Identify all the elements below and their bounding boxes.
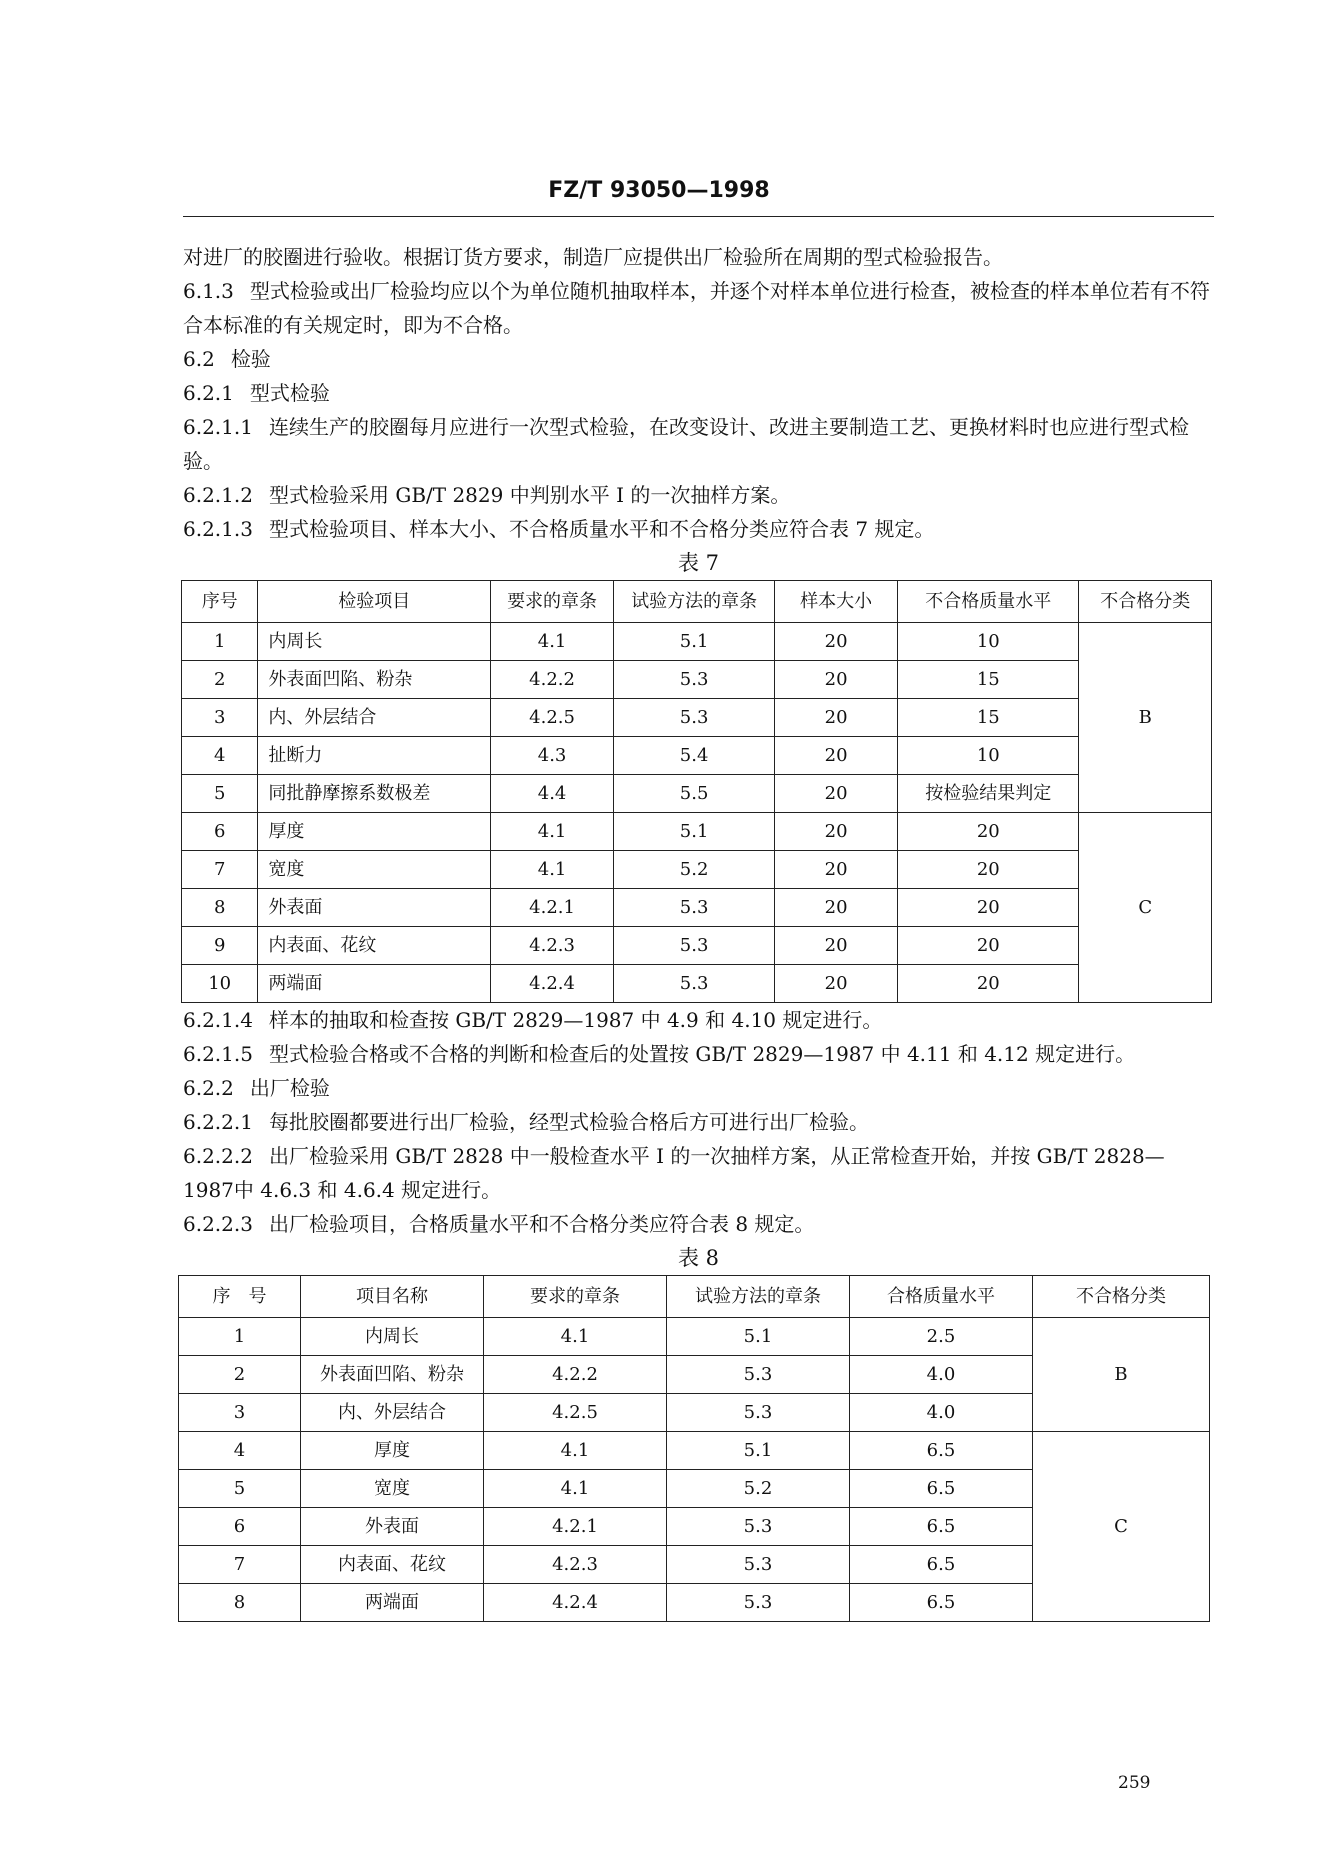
table-row [182,889,1212,927]
clause-text: 型式检验采用 GB/T 2829 中判别水平 I 的一次抽样方案。 [268,483,791,507]
table-cell: 5.2 [667,1470,850,1508]
table-cell: 20 [775,927,898,965]
paragraph [183,1037,1214,1071]
clause-text: 出厂检验 [249,1076,330,1100]
clause-number: 6.2.1.2 [183,483,253,507]
table-cell: 宽度 [301,1470,484,1508]
table-cell: 内周长 [301,1318,484,1356]
paragraph [183,274,1214,342]
table-cell: 1 [179,1318,301,1356]
clause-number: 6.2.1 [183,381,234,405]
clause-number: 6.2.1.3 [183,517,253,541]
table-cell: 2.5 [850,1318,1033,1356]
table-cell: 5.3 [667,1508,850,1546]
clause-text: 连续生产的胶圈每月应进行一次型式检验，在改变设计、改进主要制造工艺、更换材料时也应进行型式检验。 [183,415,1189,473]
table7 [181,580,1212,1003]
clause-text: 检验 [230,347,271,371]
clause-number: 6.2.1.5 [183,1042,253,1066]
clause-number: 6.2.2.3 [183,1212,253,1236]
table-cell: 5.3 [667,1356,850,1394]
table-cell: 5 [179,1470,301,1508]
table-row [182,851,1212,889]
column-header: 试验方法的章条 [667,1276,850,1318]
column-header: 不合格分类 [1033,1276,1210,1318]
table-cell: 5.3 [614,699,775,737]
table-cell: 2 [182,661,258,699]
column-header: 序号 [182,581,258,623]
table-row [182,661,1212,699]
defect-class-b: B [1033,1318,1210,1432]
clause-number: 6.2.2 [183,1076,234,1100]
table-cell: 厚度 [301,1432,484,1470]
table-cell: 3 [179,1394,301,1432]
table-cell: 20 [775,661,898,699]
table-cell: 4.2.2 [491,661,614,699]
table-row [179,1432,1210,1470]
paragraphs-mid [183,1003,1214,1241]
paragraphs-top [183,240,1214,546]
table-cell: 20 [898,813,1079,851]
table-cell: 4.0 [850,1394,1033,1432]
table-cell: 20 [775,623,898,661]
table-cell: 内表面、花纹 [301,1546,484,1584]
table-cell: 4.1 [484,1318,667,1356]
column-header: 样本大小 [775,581,898,623]
table8-header-row [179,1276,1210,1318]
clause-text: 出厂检验采用 GB/T 2828 中一般检查水平 I 的一次抽样方案，从正常检查开始，并按 GB/T 2828—1987中 4.6.3 和 4.6.4 规定进行。 [183,1144,1165,1202]
clause-text: 型式检验 [249,381,330,405]
table-cell: 8 [179,1584,301,1622]
clause-number: 6.2.2.2 [183,1144,253,1168]
table-cell: 20 [775,965,898,1003]
table-cell: 20 [898,889,1079,927]
table-cell: 扯断力 [258,737,491,775]
table-cell: 5.3 [614,661,775,699]
table-cell: 5.4 [614,737,775,775]
table-cell: 3 [182,699,258,737]
paragraph [183,410,1214,478]
column-header: 要求的章条 [491,581,614,623]
table-cell: 8 [182,889,258,927]
table-cell: 4.2.3 [491,927,614,965]
table-cell: 5.3 [667,1584,850,1622]
table-cell: 6 [179,1508,301,1546]
table-cell: 内表面、花纹 [258,927,491,965]
paragraph [183,1139,1214,1207]
clause-number: 6.2.2.1 [183,1110,253,1134]
paragraph [183,240,1214,274]
table-cell: 5.3 [667,1546,850,1584]
defect-class-b: B [1079,623,1212,813]
column-header: 要求的章条 [484,1276,667,1318]
table-cell: 同批静摩擦系数极差 [258,775,491,813]
table-row [179,1318,1210,1356]
column-header: 序 号 [179,1276,301,1318]
header-rule [183,216,1214,217]
table-cell: 20 [898,965,1079,1003]
table-cell: 7 [182,851,258,889]
table-cell: 4.4 [491,775,614,813]
table-cell: 20 [775,737,898,775]
table-cell: 5.3 [614,965,775,1003]
clause-text: 型式检验或出厂检验均应以个为单位随机抽取样本，并逐个对样本单位进行检查，被检查的样本单位若有不符合本标准的有关规定时，即为不合格。 [183,279,1210,337]
table-cell: 5.5 [614,775,775,813]
table-cell: 5.3 [667,1394,850,1432]
column-header: 不合格分类 [1079,581,1212,623]
table-cell: 5.1 [667,1432,850,1470]
table-row [182,623,1212,661]
paragraph [183,342,1214,376]
paragraph [183,478,1214,512]
table-cell: 5 [182,775,258,813]
clause-text: 对进厂的胶圈进行验收。根据订货方要求，制造厂应提供出厂检验所在周期的型式检验报告。 [183,245,1003,269]
table-cell: 4.2.2 [484,1356,667,1394]
table-cell: 内周长 [258,623,491,661]
table-cell: 4.1 [491,851,614,889]
table-cell: 10 [898,623,1079,661]
table-cell: 1 [182,623,258,661]
table-row [182,965,1212,1003]
table-cell: 厚度 [258,813,491,851]
defect-class-c: C [1033,1432,1210,1622]
table-cell: 外表面 [258,889,491,927]
table-cell: 15 [898,699,1079,737]
table-cell: 5.2 [614,851,775,889]
table-cell: 外表面凹陷、粉杂 [258,661,491,699]
table-cell: 6.5 [850,1546,1033,1584]
table-cell: 9 [182,927,258,965]
table-cell: 5.1 [614,623,775,661]
table-cell: 6.5 [850,1584,1033,1622]
table-cell: 4.1 [491,623,614,661]
clause-text: 出厂检验项目，合格质量水平和不合格分类应符合表 8 规定。 [268,1212,815,1236]
table-cell: 20 [775,699,898,737]
column-header: 试验方法的章条 [614,581,775,623]
clause-number: 6.1.3 [183,279,234,303]
table-cell: 4.0 [850,1356,1033,1394]
table-row [182,813,1212,851]
clause-text: 样本的抽取和检查按 GB/T 2829—1987 中 4.9 和 4.10 规定进行。 [268,1008,883,1032]
column-header: 不合格质量水平 [898,581,1079,623]
table-cell: 4.2.5 [491,699,614,737]
table-cell: 5.3 [614,927,775,965]
table-cell: 4 [179,1432,301,1470]
table-cell: 4.2.5 [484,1394,667,1432]
column-header: 合格质量水平 [850,1276,1033,1318]
paragraph [183,1207,1214,1241]
table-cell: 4.1 [484,1470,667,1508]
document-body [183,240,1214,1622]
table-cell: 外表面凹陷、粉杂 [301,1356,484,1394]
column-header: 检验项目 [258,581,491,623]
table-cell: 按检验结果判定 [898,775,1079,813]
table-cell: 4.2.4 [484,1584,667,1622]
table-cell: 外表面 [301,1508,484,1546]
table8 [178,1275,1210,1622]
table-cell: 5.1 [614,813,775,851]
table-row [182,737,1212,775]
table-cell: 宽度 [258,851,491,889]
table-cell: 10 [182,965,258,1003]
table-cell: 20 [898,851,1079,889]
table-cell: 4.2.1 [484,1508,667,1546]
table-cell: 4.2.1 [491,889,614,927]
table-cell: 20 [775,775,898,813]
table-row [182,927,1212,965]
table-cell: 2 [179,1356,301,1394]
table-cell: 7 [179,1546,301,1584]
table-cell: 10 [898,737,1079,775]
page-number: 259 [1118,1773,1151,1793]
table-cell: 内、外层结合 [301,1394,484,1432]
table-cell: 两端面 [258,965,491,1003]
table-cell: 4 [182,737,258,775]
paragraph [183,1105,1214,1139]
table-row [182,775,1212,813]
defect-class-c: C [1079,813,1212,1003]
table-cell: 6.5 [850,1470,1033,1508]
clause-number: 6.2 [183,347,215,371]
column-header: 项目名称 [301,1276,484,1318]
paragraph [183,1071,1214,1105]
table-cell: 4.1 [484,1432,667,1470]
table8-caption: 表 8 [677,1246,720,1270]
table-cell: 15 [898,661,1079,699]
table-cell: 20 [898,927,1079,965]
table-cell: 20 [775,851,898,889]
table-cell: 4.2.4 [491,965,614,1003]
paragraph [183,376,1214,410]
page-header-standard-id: FZ/T 93050—1998 [548,178,770,203]
table-cell: 5.1 [667,1318,850,1356]
table-cell: 4.3 [491,737,614,775]
table7-header-row [182,581,1212,623]
table-cell: 两端面 [301,1584,484,1622]
clause-number: 6.2.1.4 [183,1008,253,1032]
table-row [182,699,1212,737]
table-cell: 内、外层结合 [258,699,491,737]
table-cell: 4.2.3 [484,1546,667,1584]
table-cell: 6.5 [850,1508,1033,1546]
clause-number: 6.2.1.1 [183,415,253,439]
clause-text: 每批胶圈都要进行出厂检验，经型式检验合格后方可进行出厂检验。 [268,1110,869,1134]
table7-caption: 表 7 [677,551,720,575]
table-cell: 4.1 [491,813,614,851]
clause-text: 型式检验合格或不合格的判断和检查后的处置按 GB/T 2829—1987 中 4.11 和 4.12 规定进行。 [268,1042,1136,1066]
table-cell: 20 [775,889,898,927]
table-cell: 5.3 [614,889,775,927]
table-cell: 20 [775,813,898,851]
table-cell: 6.5 [850,1432,1033,1470]
clause-text: 型式检验项目、样本大小、不合格质量水平和不合格分类应符合表 7 规定。 [268,517,935,541]
paragraph [183,1003,1214,1037]
table-cell: 6 [182,813,258,851]
paragraph [183,512,1214,546]
